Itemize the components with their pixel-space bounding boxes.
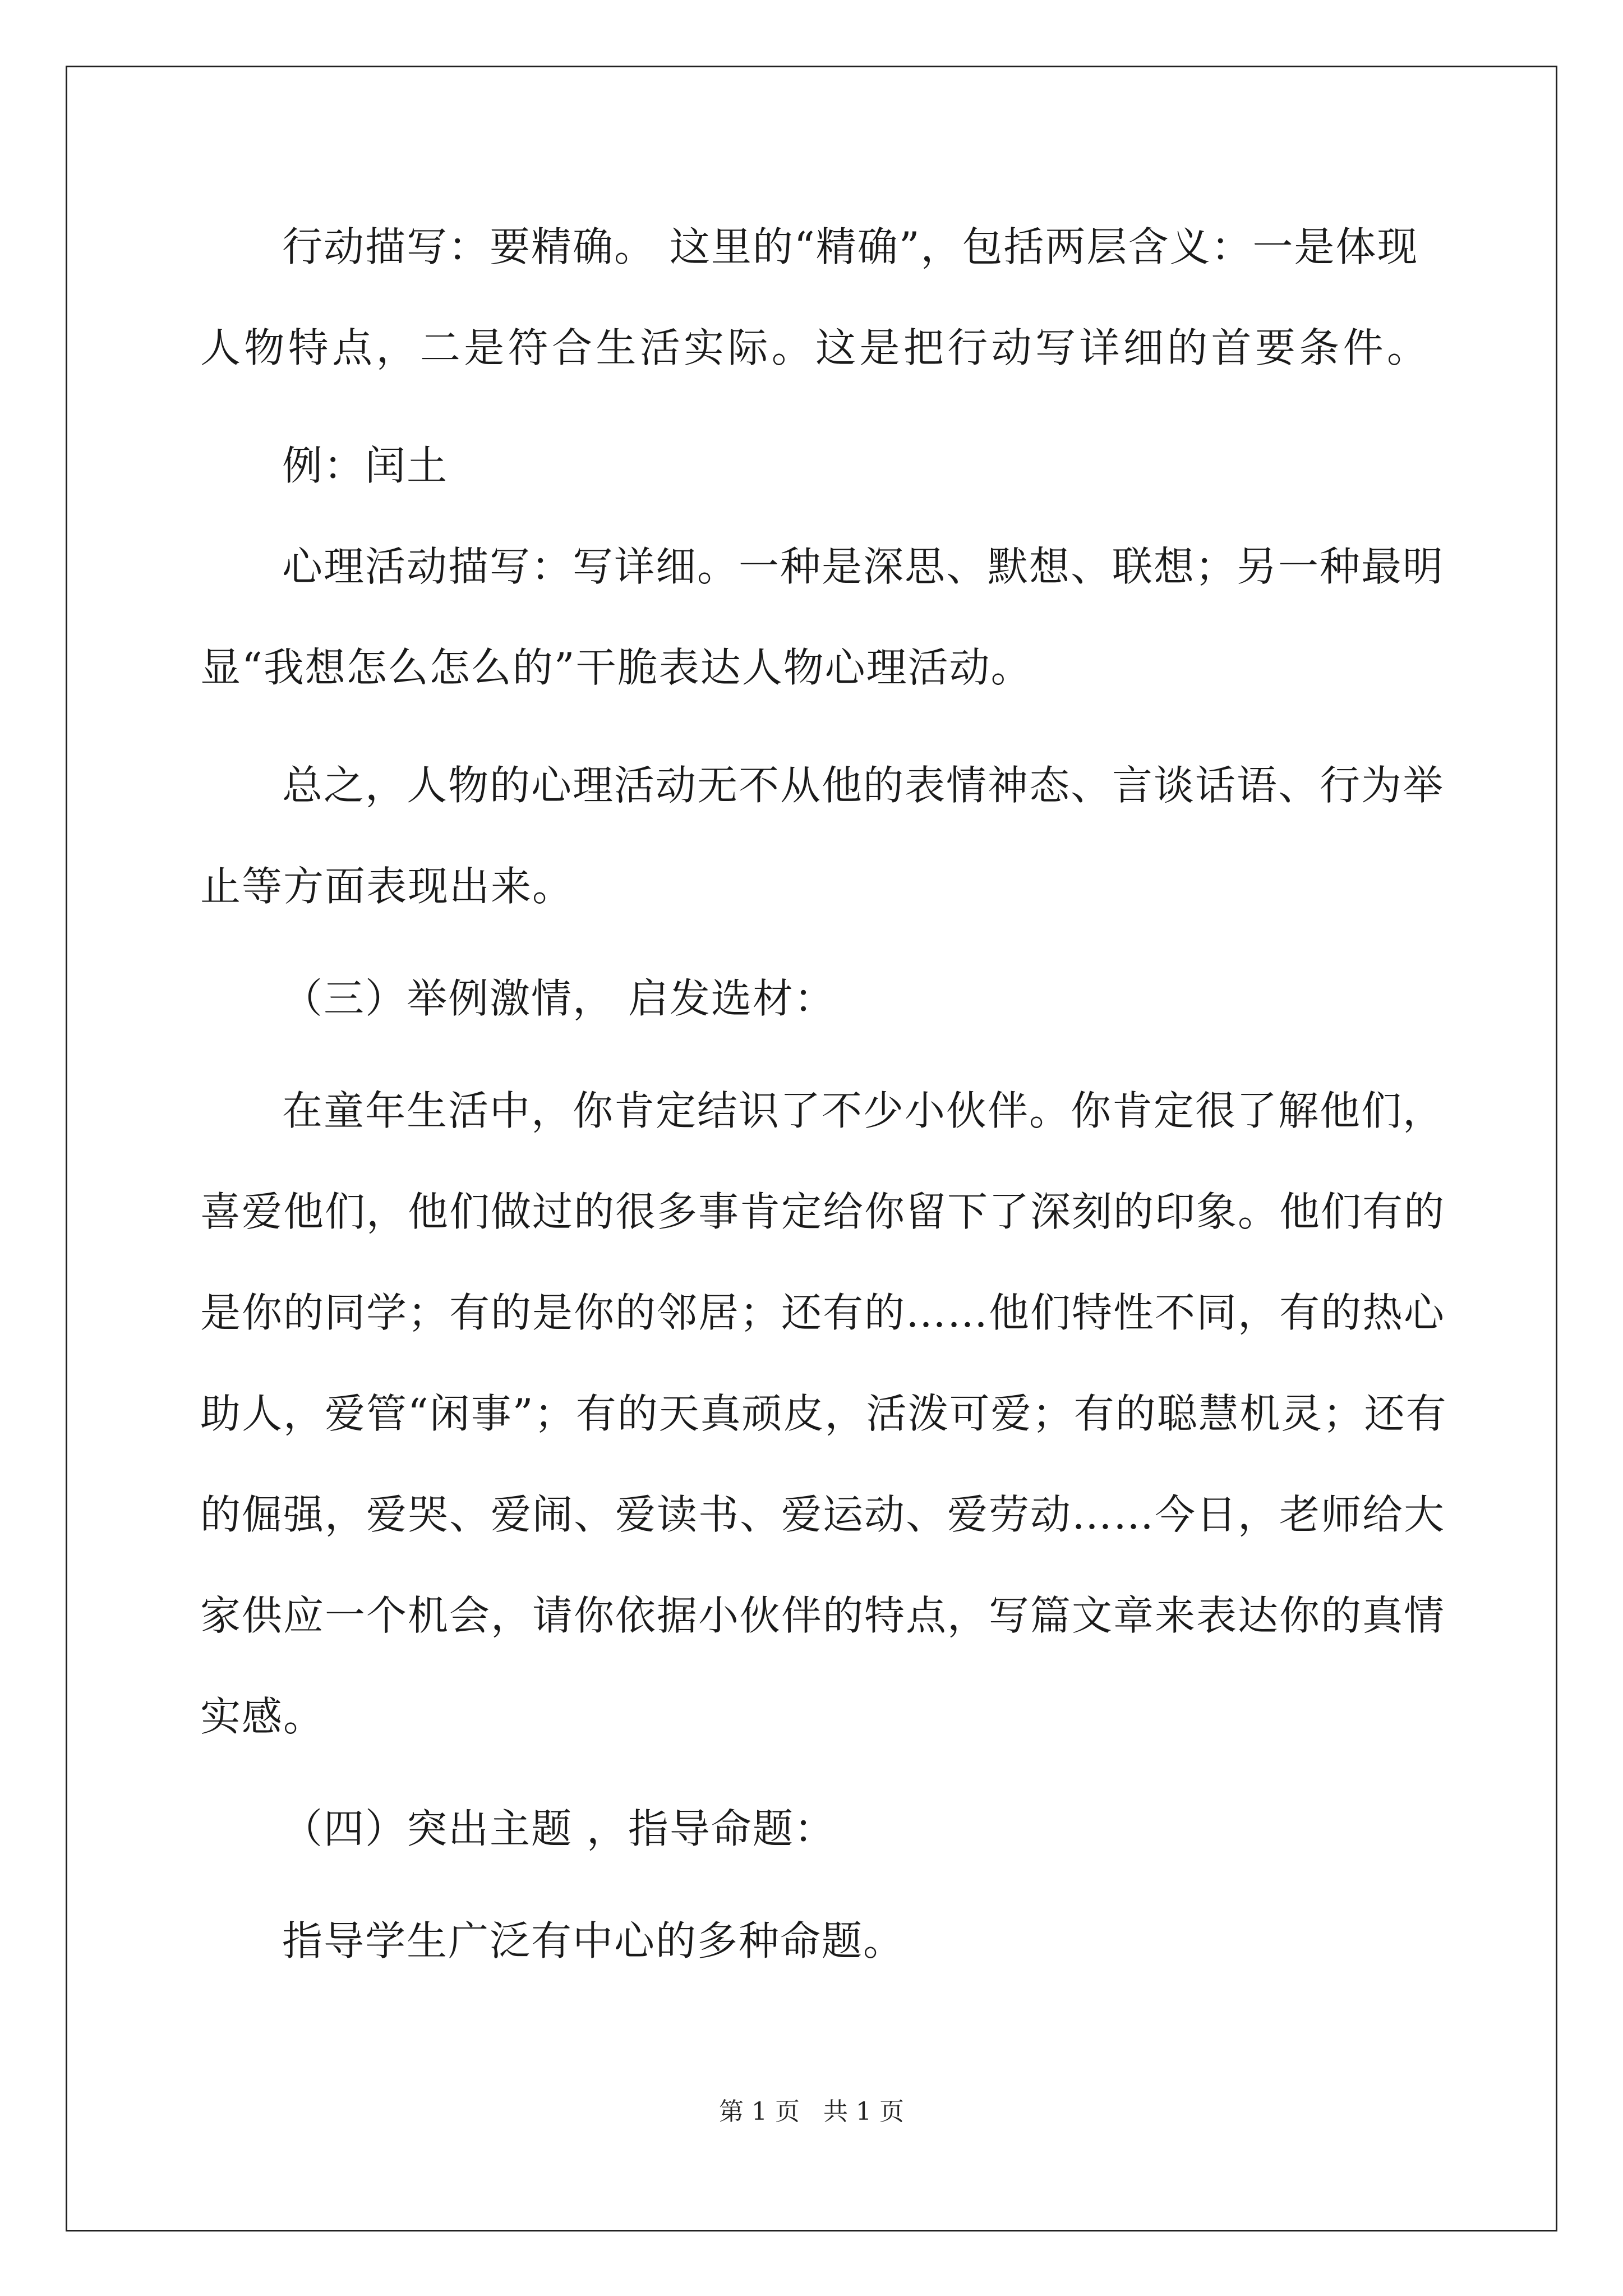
paragraph-line: 显“我想怎么怎么的”干脆表达人物心理活动。 [200,644,1032,691]
paragraph-line: 是你的同学；有的是你的邻居；还有的……他们特性不同，有的热心 [200,1289,1446,1336]
paragraph-line: 止等方面表现出来。 [200,863,574,910]
paragraph-line: 总之，人物的心理活动无不从他的表情神态、言谈话语、行为举 [282,762,1445,809]
paragraph-line: 喜爱他们，他们做过的很多事肯定给你留下了深刻的印象。他们有的 [200,1188,1446,1235]
page-number: 第 1 页 [719,2097,800,2126]
section-heading: （三）举例激情， 启发选材： [282,975,836,1022]
paragraph-line: 实感。 [200,1693,325,1740]
paragraph-line: 例：闰土 [282,442,449,489]
paragraph-line: 的倔强，爱哭、爱闹、爱读书、爱运动、爱劳动……今日，老师给大 [200,1491,1446,1538]
page-border [66,66,1557,2231]
paragraph-line: 家供应一个机会，请你依据小伙伴的特点，写篇文章来表达你的真情 [200,1592,1446,1639]
paragraph-line: 人物特点，二是符合生活实际。这是把行动写详细的首要条件。 [200,324,1428,371]
page-footer [0,2095,1623,2129]
section-heading: （四）突出主题 ，指导命题： [282,1805,836,1852]
paragraph-line: 指导学生广泛有中心的多种命题。 [282,1917,905,1964]
paragraph-line: 心理活动描写：写详细。一种是深思、默想、联想；另一种最明 [282,543,1445,590]
paragraph-line: 助人，爱管“闲事”；有的天真顽皮，活泼可爱；有的聪慧机灵；还有 [200,1390,1447,1437]
page-total: 共 1 页 [823,2097,904,2126]
paragraph-line: 行动描写：要精确。 这里的“精确”，包括两层含义：一是体现 [282,223,1419,270]
paragraph-line: 在童年生活中，你肯定结识了不少小伙伴。你肯定很了解他们， [282,1087,1445,1134]
